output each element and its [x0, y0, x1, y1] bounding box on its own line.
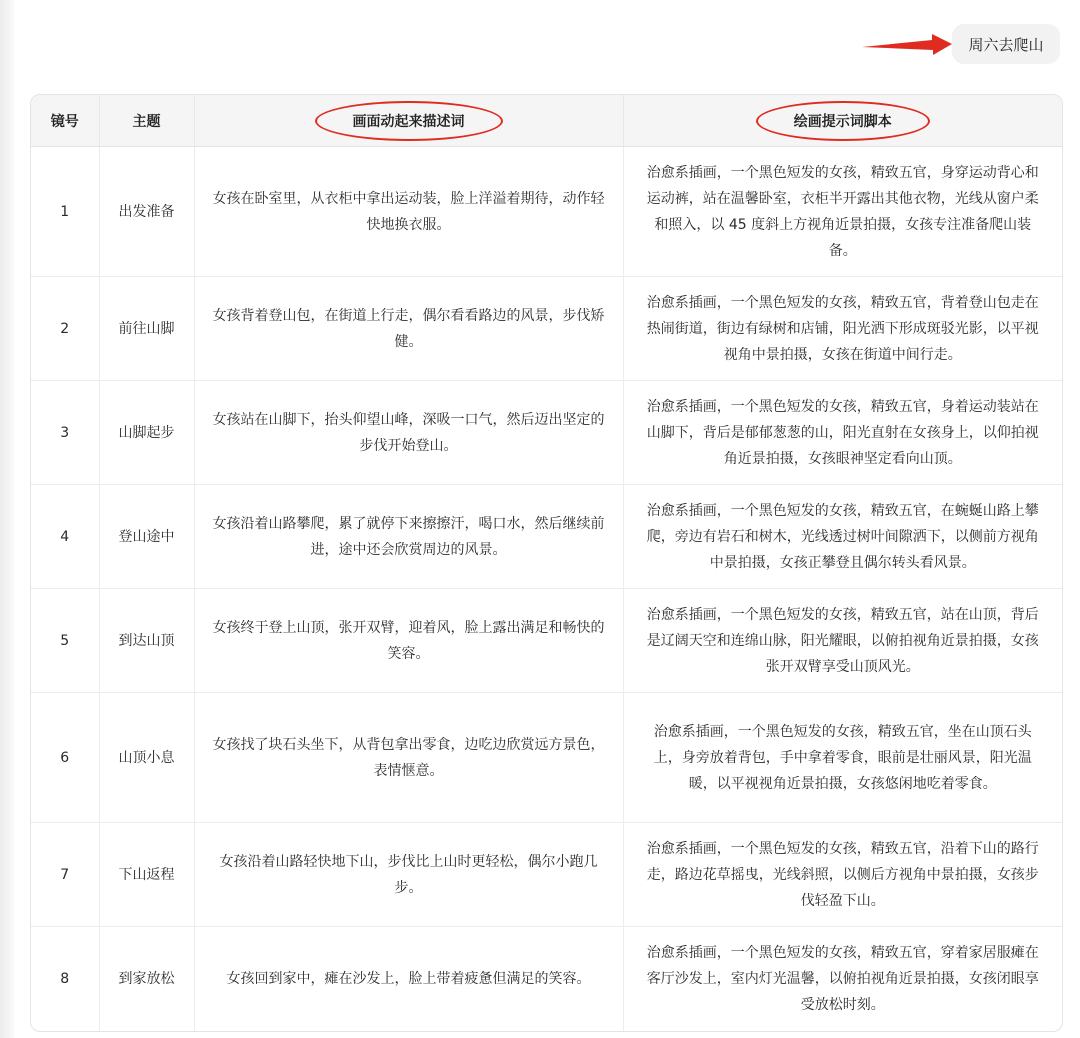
- cell-theme: 出发准备: [99, 147, 194, 277]
- user-message-bubble: [952, 24, 1060, 64]
- cell-theme: 登山途中: [99, 485, 194, 589]
- header-label: 主题: [132, 113, 161, 130]
- table-row: [31, 823, 1062, 927]
- cell-shot-number: 5: [31, 589, 99, 693]
- cell-prompt: 治愈系插画，一个黑色短发的女孩，精致五官，坐在山顶石头上，身旁放着背包，手中拿着零食，眼前是壮丽风景，阳光温暖，以平视视角近景拍摄，女孩悠闲地吃着零食。: [623, 693, 1062, 823]
- cell-theme: 前往山脚: [99, 277, 194, 381]
- header-shot-number: [31, 95, 99, 147]
- table-row: [31, 277, 1062, 381]
- header-motion-description: [194, 95, 623, 147]
- cell-shot-number: 3: [31, 381, 99, 485]
- cell-shot-number: 7: [31, 823, 99, 927]
- cell-prompt: 治愈系插画，一个黑色短发的女孩，精致五官，身穿运动背心和运动裤，站在温馨卧室，衣柜半开露出其他衣物，光线从窗户柔和照入，以 45 度斜上方视角近景拍摄，女孩专注准备爬山装备。: [623, 147, 1062, 277]
- cell-prompt: 治愈系插画，一个黑色短发的女孩，精致五官，背着登山包走在热闹街道，街边有绿树和店铺，阳光洒下形成斑驳光影，以平视视角中景拍摄，女孩在街道中间行走。: [623, 277, 1062, 381]
- cell-shot-number: 6: [31, 693, 99, 823]
- cell-shot-number: 2: [31, 277, 99, 381]
- table-row: [31, 381, 1062, 485]
- cell-prompt: 治愈系插画，一个黑色短发的女孩，精致五官，在蜿蜒山路上攀爬，旁边有岩石和树木，光线透过树叶间隙洒下，以侧前方视角中景拍摄，女孩正攀登且偶尔转头看风景。: [623, 485, 1062, 589]
- table-row: [31, 147, 1062, 277]
- header-drawing-prompt: [623, 95, 1062, 147]
- cell-shot-number: 8: [31, 927, 99, 1031]
- cell-prompt: 治愈系插画，一个黑色短发的女孩，精致五官，站在山顶，背后是辽阔天空和连绵山脉，阳光耀眼，以俯拍视角近景拍摄，女孩张开双臂享受山顶风光。: [623, 589, 1062, 693]
- cell-prompt: 治愈系插画，一个黑色短发的女孩，精致五官，沿着下山的路行走，路边花草摇曳，光线斜照，以侧后方视角中景拍摄，女孩步伐轻盈下山。: [623, 823, 1062, 927]
- cell-motion: 女孩站在山脚下，抬头仰望山峰，深吸一口气，然后迈出坚定的步伐开始登山。: [194, 381, 623, 485]
- table-row: [31, 693, 1062, 823]
- cell-theme: 山脚起步: [99, 381, 194, 485]
- table-row: [31, 485, 1062, 589]
- header-label: 画面动起来描述词: [352, 113, 465, 130]
- table-row: [31, 927, 1062, 1031]
- header-label-wrap: [349, 111, 469, 131]
- cell-motion: 女孩背着登山包，在街道上行走，偶尔看看路边的风景，步伐矫健。: [194, 277, 623, 381]
- cell-theme: 到家放松: [99, 927, 194, 1031]
- user-message-text: 周六去爬山: [968, 35, 1044, 54]
- cell-prompt: 治愈系插画，一个黑色短发的女孩，精致五官，穿着家居服瘫在客厅沙发上，室内灯光温馨，以俯拍视角近景拍摄，女孩闭眼享受放松时刻。: [646, 944, 1039, 1013]
- cell-motion: 女孩在卧室里，从衣柜中拿出运动装，脸上洋溢着期待，动作轻快地换衣服。: [194, 147, 623, 277]
- header-theme: [99, 95, 194, 147]
- storyboard-table: [30, 94, 1063, 1032]
- cell-theme: 山顶小息: [99, 693, 194, 823]
- cell-motion: 女孩沿着山路攀爬，累了就停下来擦擦汗，喝口水，然后继续前进，途中还会欣赏周边的风景。: [194, 485, 623, 589]
- cell-theme: 到达山顶: [99, 589, 194, 693]
- cell-motion: 女孩找了块石头坐下，从背包拿出零食，边吃边欣赏远方景色，表情惬意。: [194, 693, 623, 823]
- cell-shot-number: 4: [31, 485, 99, 589]
- cell-prompt: 治愈系插画，一个黑色短发的女孩，精致五官，身着运动装站在山脚下，背后是郁郁葱葱的山，阳光直射在女孩身上，以仰拍视角近景拍摄，女孩眼神坚定看向山顶。: [623, 381, 1062, 485]
- left-edge-shadow: [0, 0, 14, 1038]
- header-label: 绘画提示词脚本: [793, 113, 892, 130]
- cell-motion: 女孩沿着山路轻快地下山，步伐比上山时更轻松，偶尔小跑几步。: [194, 823, 623, 927]
- cell-theme: 下山返程: [99, 823, 194, 927]
- annotation-ellipse-icon: [756, 101, 930, 141]
- table-header-row: [31, 95, 1062, 147]
- annotation-ellipse-icon: [315, 101, 503, 141]
- header-label: 镜号: [50, 113, 79, 130]
- header-label-wrap: [790, 111, 896, 131]
- cell-shot-number: 1: [31, 147, 99, 277]
- table-row: [31, 589, 1062, 693]
- cell-motion: 女孩终于登上山顶，张开双臂，迎着风，脸上露出满足和畅快的笑容。: [194, 589, 623, 693]
- annotation-arrow-icon: [858, 30, 954, 60]
- cell-motion: 女孩回到家中，瘫在沙发上，脸上带着疲惫但满足的笑容。: [194, 927, 623, 1031]
